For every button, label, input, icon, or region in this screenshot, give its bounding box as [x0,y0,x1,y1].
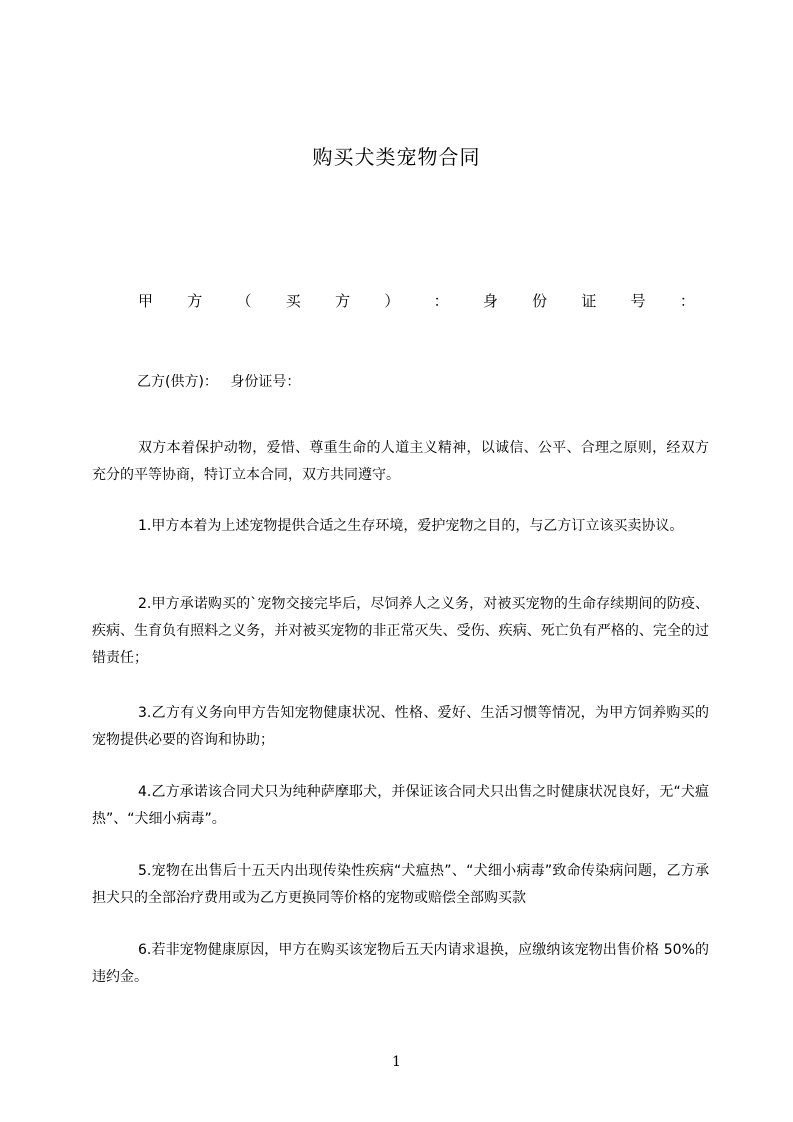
party-a-char: 号 [630,292,646,310]
contract-clause-5: 5.宠物在出售后十五天内出现传染性疾病“犬瘟热”、“犬细小病毒”致命传染病问题，乙方承担犬只的全部治疗费用或为乙方更换同等价格的宠物或赔偿全部购买款 [92,863,709,906]
contract-clause-2: 2.甲方承诺购买的`宠物交接完毕后，尽饲养人之义务，对被买宠物的生命存续期间的防疫、疾病、生育负有照料之义务，并对被买宠物的非正常灭失、受伤、疾病、死亡负有严格的、完全的过错责任； [92,596,709,666]
party-a-char: 甲 [138,292,154,310]
party-a-char: ） [384,292,400,310]
contract-clause-1: 1.甲方本着为上述宠物提供合适之生存环境，爱护宠物之目的，与乙方订立该买卖协议。 [138,518,684,534]
party-a-char: （ [236,292,252,310]
contract-paragraph-intro: 双方本着保护动物，爱惜、尊重生命的人道主义精神，以诚信、公平、合理之原则，经双方充分的平等协商，特订立本合同，双方共同遵守。 [92,440,709,483]
party-a-char: 份 [532,292,548,310]
party-a-char: 方 [187,292,203,310]
party-a-char: 身 [482,292,498,310]
contract-clause-6: 6.若非宠物健康原因，甲方在购买该宠物后五天内请求退换，应缴纳该宠物出售价格 50%的违约金。 [92,942,709,985]
party-a-char: 买 [285,292,301,310]
party-a-char: ： [433,292,449,310]
party-a-line [138,290,695,311]
document-title: 购买犬类宠物合同 [312,145,481,169]
party-b-label: 乙方(供方)： [137,374,218,390]
contract-clause-3: 3.乙方有义务向甲方告知宠物健康状况、性格、爱好、生活习惯等情况，为甲方饲养购买的宠物提供必要的咨询和协助； [92,705,709,748]
party-b-id-label: 身份证号： [230,374,301,390]
party-b-line [137,371,308,391]
page-number: 1 [392,1054,401,1070]
party-a-char: ： [679,292,695,310]
party-a-char: 方 [335,292,351,310]
contract-clause-4: 4.乙方承诺该合同犬只为纯种萨摩耶犬，并保证该合同犬只出售之时健康状况良好，无“犬瘟热”、“犬细小病毒”。 [92,784,709,827]
party-a-char: 证 [581,292,597,310]
